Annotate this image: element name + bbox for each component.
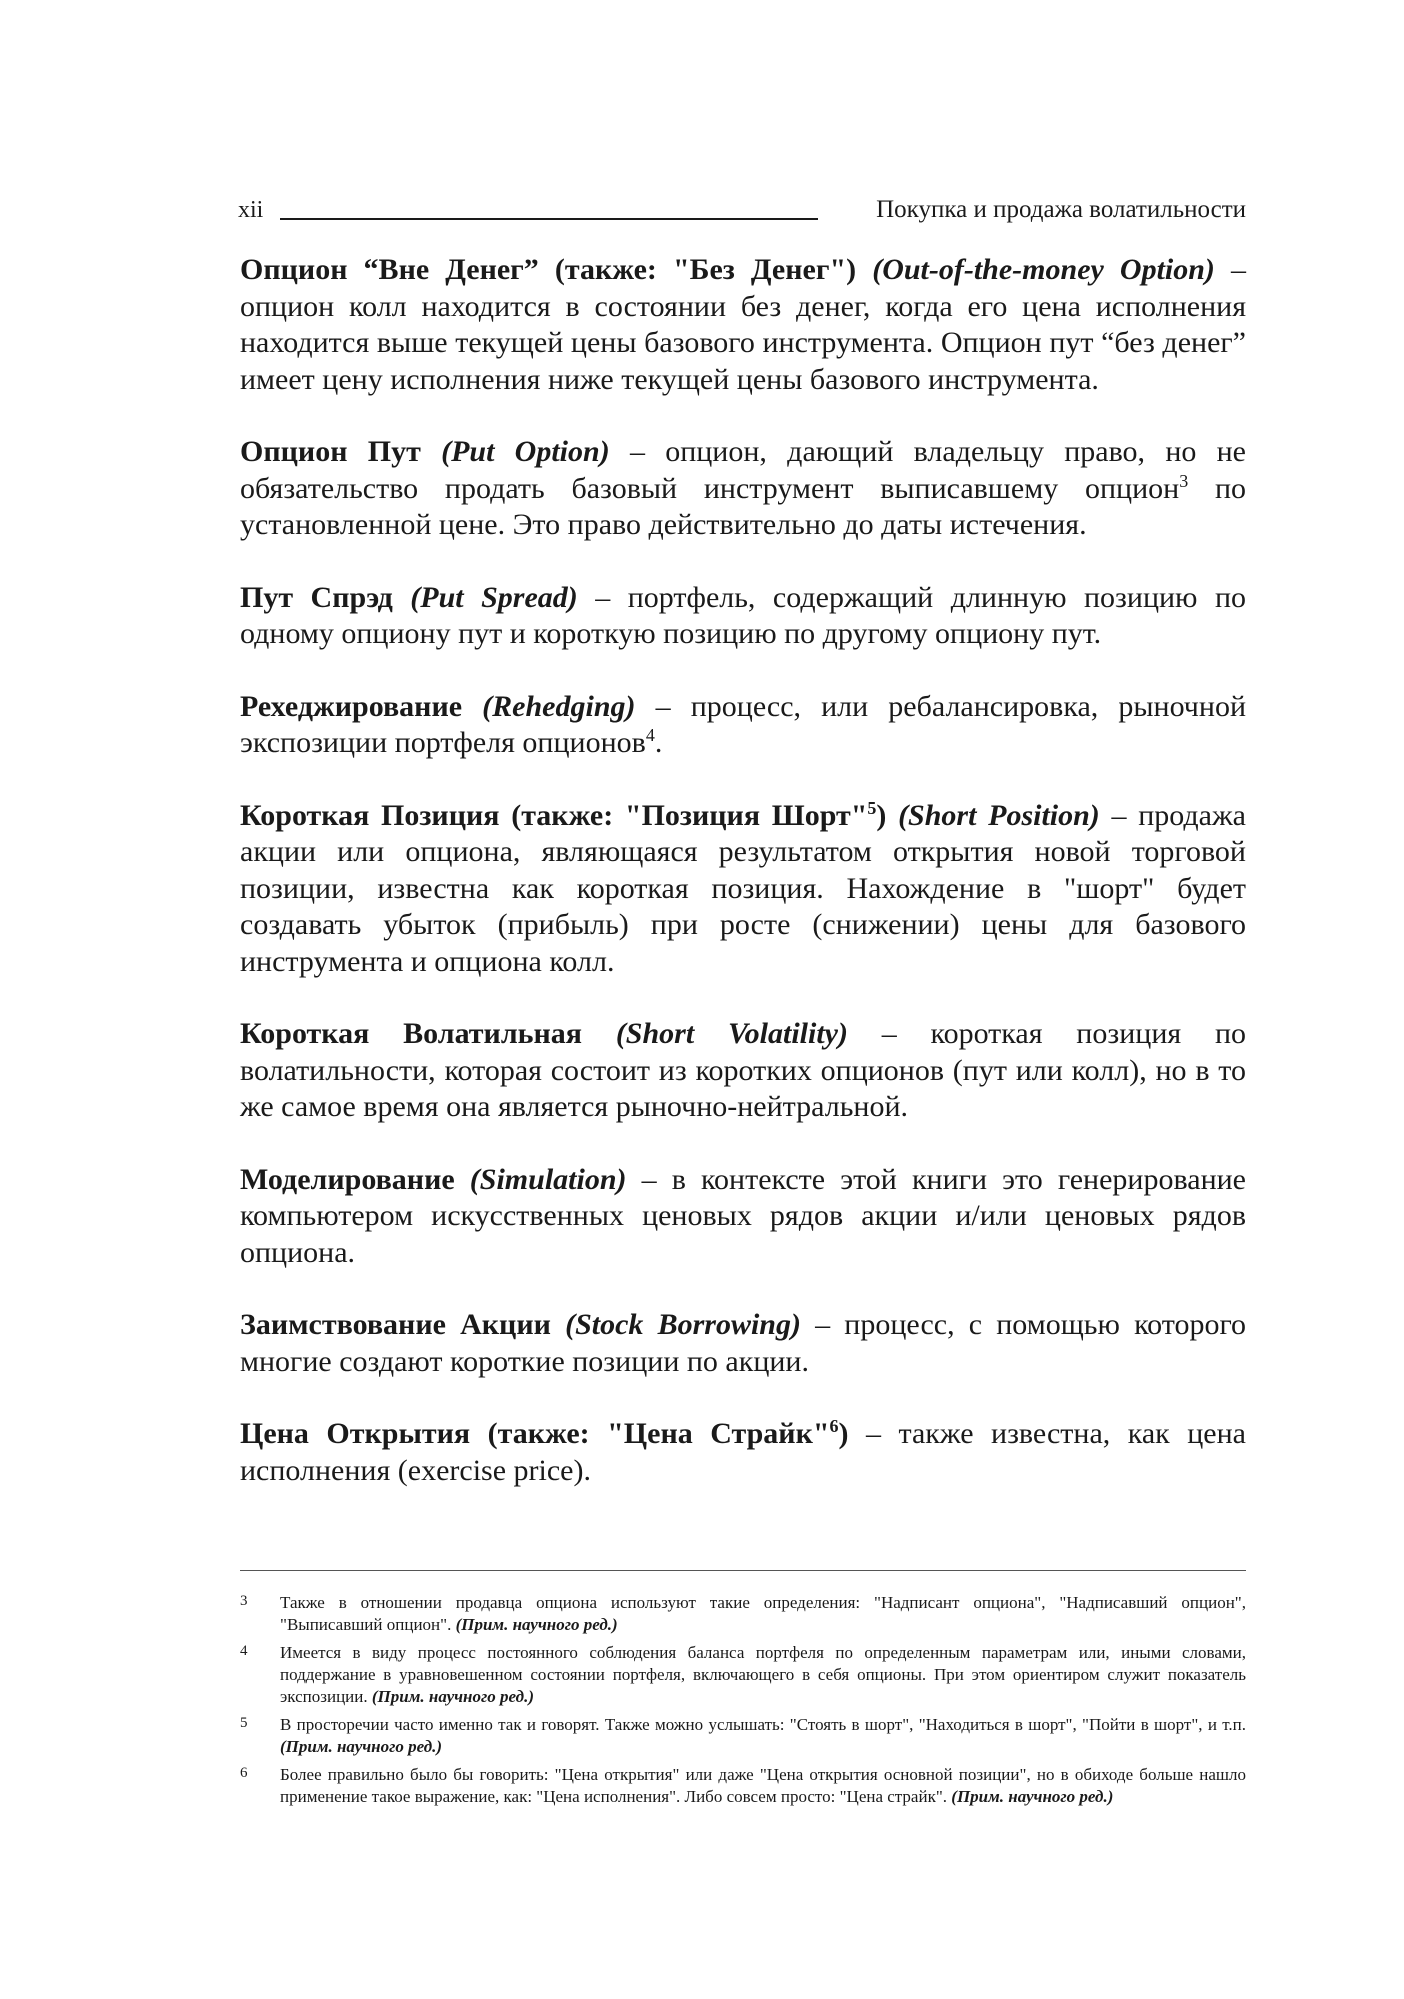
entry-term: Пут Спрэд [240, 580, 393, 614]
footnote-ref: 5 [867, 797, 877, 818]
footnote-rule [240, 1570, 1246, 1571]
entry-term: Короткая Волатильная [240, 1017, 583, 1050]
running-header [238, 192, 1246, 228]
footnote-editor-note: (Прим. научного ред.) [455, 1615, 618, 1634]
footnote-5 [240, 1714, 1246, 1758]
glossary-entry-put-spread [240, 580, 1246, 653]
footnote-text: Более правильно было бы говорить: "Цена открытия" или даже "Цена открытия основной позиции", но в обиходе больше нашло применение такое выражение, как: "Цена исполнения". Либо совсем просто: "Цена страйк". [280, 1765, 1246, 1806]
entry-term: Рехеджирование [240, 689, 463, 723]
entry-term: Моделирование [240, 1162, 455, 1196]
glossary-entry-simulation [240, 1162, 1246, 1272]
footnote-ref: 4 [645, 725, 655, 745]
footnote-mark: 6 [240, 1765, 248, 1781]
entry-definition: – в контексте этой книги это генерирование компьютером искусственных ценовых рядов акции и/или ценовых рядов опциона. [240, 1162, 1246, 1269]
footnote-ref: 6 [829, 1416, 839, 1436]
footnote-4 [240, 1642, 1246, 1708]
entry-definition: – процесс, или ребалансировка, рыночной экспозиции портфеля опционов [240, 689, 1246, 759]
entry-definition: – также известна, как цена исполнения (exercise price). [240, 1417, 1246, 1487]
entry-term: Цена Открытия (также: "Цена Страйк"$^6$) [240, 1416, 849, 1450]
footnote-mark: 5 [240, 1715, 248, 1731]
entry-definition: – портфель, содержащий длинную позицию по одному опциону пут и короткую позицию по другому опциону пут. [240, 580, 1247, 650]
page-number: xii [238, 197, 264, 223]
footnote-text: Также в отношении продавца опциона используют такие определения: "Надписант опциона", "Надписавший опцион", "Выписавший опцион". [280, 1593, 1246, 1634]
entry-definition-cont: по установленной цене. Это право действительно до даты истечения. [240, 471, 1247, 541]
entry-term-en: (Stock Borrowing) [565, 1308, 801, 1341]
footnote-ref: 3 [1179, 470, 1189, 491]
footnote-mark: 3 [240, 1593, 248, 1609]
glossary-entry-put-option [240, 434, 1246, 544]
glossary-entry-rehedging [240, 689, 1246, 762]
entry-term: Опцион Пут [240, 435, 421, 468]
entry-term: Опцион “Вне Денег” (также: "Без Денег") [240, 253, 857, 286]
footnote-3 [240, 1592, 1246, 1636]
entry-term-en: (Short Position) [898, 798, 1100, 832]
running-title: Покупка и продажа волатильности [876, 196, 1246, 223]
entry-term-en: (Rehedging) [482, 689, 636, 723]
glossary-entry-stock-borrowing [240, 1307, 1246, 1380]
footnote-text: В просторечии часто именно так и говорят. Также можно услышать: "Стоять в шорт", "Находиться в шорт", "Пойти в шорт", и т.п. [280, 1715, 1246, 1734]
entry-term-en: (Out-of-the-money Option) [872, 253, 1215, 286]
footnote-mark: 4 [240, 1643, 248, 1659]
footnote-editor-note: (Прим. научного ред.) [371, 1687, 534, 1706]
entry-term-en: (Put Option) [441, 435, 610, 468]
glossary-entry-short-volatility [240, 1016, 1246, 1126]
entry-definition: – опцион, дающий владельцу право, но не обязательство продать базовый инструмент выписавшему опцион [240, 435, 1246, 505]
entry-definition: – опцион колл находится в состоянии без денег, когда его цена исполнения находится выше текущей цены базового инструмента. Опцион пут “без денег” имеет цену исполнения ниже текущей цены базового инструмента. [240, 253, 1246, 396]
entry-term: Заимствование Акции [240, 1308, 551, 1341]
entry-definition: – короткая позиция по волатильности, которая состоит из коротких опционов (пут или колл), но в то же самое время она является рыночно-нейтральной. [240, 1017, 1247, 1123]
entry-term: Короткая Позиция (также: "Позиция Шорт"$^5$) [240, 797, 887, 832]
glossary-entry-short-position [240, 798, 1246, 981]
entry-definition: – процесс, с помощью которого многие создают короткие позиции по акции. [240, 1308, 1246, 1378]
glossary-entry-out-of-the-money [240, 252, 1246, 398]
footnote-editor-note: (Прим. научного ред.) [951, 1787, 1114, 1806]
glossary-entry-strike-price [240, 1416, 1246, 1489]
entry-definition: – продажа акции или опциона, являющаяся результатом открытия новой торговой позиции, известна как короткая позиция. Нахождение в "шорт" будет создавать убыток (прибыль) при росте (снижении) цены для базового инструмента и опциона колл. [240, 798, 1246, 978]
entry-term-en: (Put Spread) [410, 580, 578, 614]
footnote-6 [240, 1764, 1246, 1808]
entry-definition-cont: . [654, 726, 663, 759]
footnotes [240, 1592, 1246, 1814]
footnote-text: Имеется в виду процесс постоянного соблюдения баланса портфеля по определенным параметрам или, иными словами, поддержание в уравновешенном состоянии портфеля, включающего в себя опционы. При этом ориентиром служит показатель экспозиции. [280, 1643, 1246, 1706]
entry-term-en: (Short Volatility) [615, 1017, 848, 1050]
footnote-editor-note: (Прим. научного ред.) [280, 1737, 443, 1756]
entry-term-en: (Simulation) [469, 1162, 627, 1196]
header-rule [280, 218, 818, 220]
glossary-entries [240, 252, 1246, 1525]
